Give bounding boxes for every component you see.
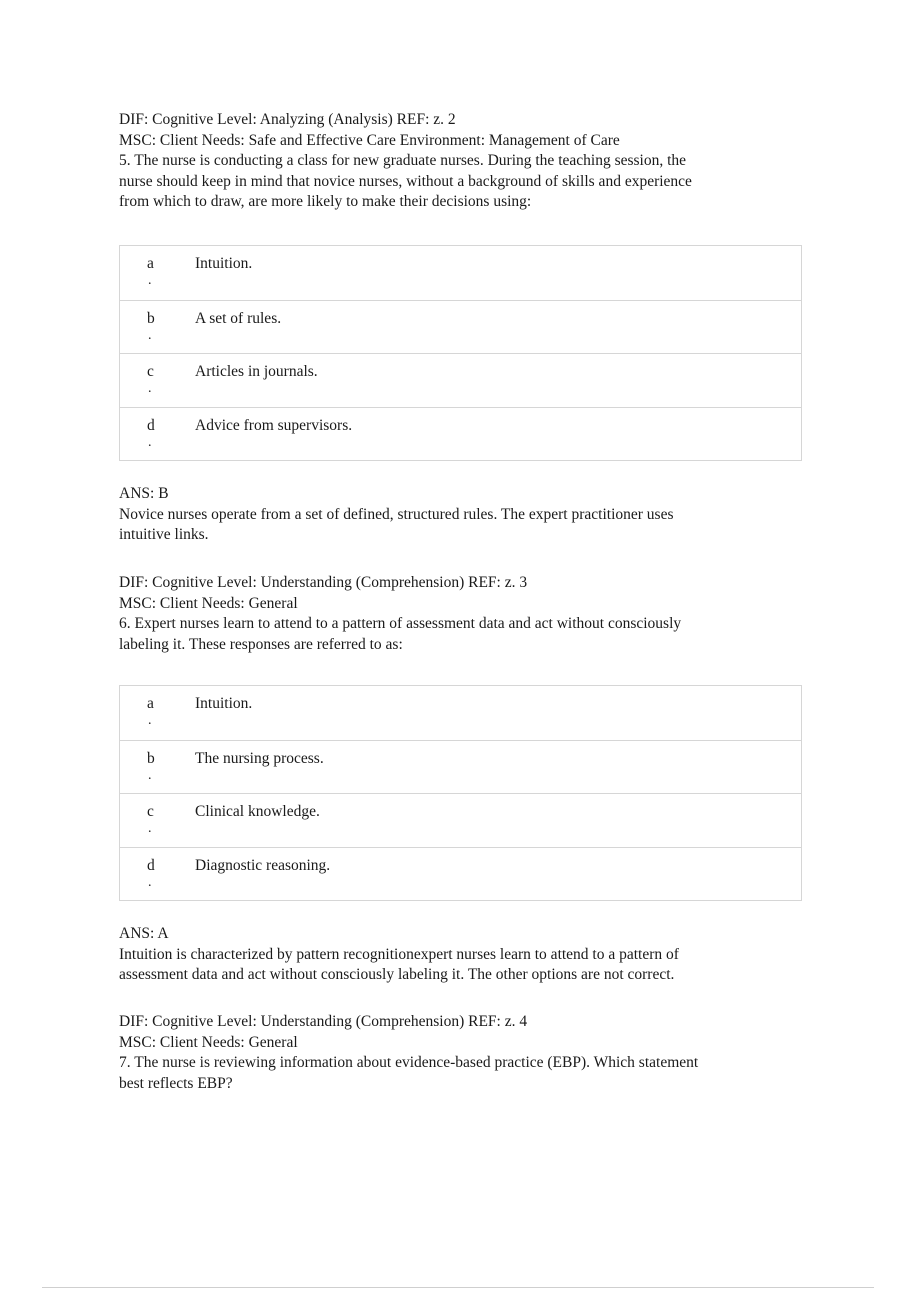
option-letter: d (147, 416, 155, 434)
option-row (120, 740, 801, 794)
option-letter: a (147, 255, 154, 272)
option-letter: b (147, 749, 155, 767)
msc-line: MSC: Client Needs: General (119, 1033, 298, 1051)
question-stem-line: 5. The nurse is conducting a class for new graduate nurses. During the teaching session, the (119, 152, 687, 169)
option-row (120, 407, 801, 461)
msc-line: MSC: Client Needs: General (119, 594, 298, 612)
q5-answer-block (119, 484, 809, 546)
option-dot: . (148, 273, 152, 288)
dif-line: DIF: Cognitive Level: Understanding (Comprehension) REF: z. 4 (119, 1013, 528, 1030)
option-dot: . (148, 327, 152, 343)
option-letter: c (147, 803, 154, 820)
option-dot: . (148, 767, 152, 783)
option-text: A set of rules. (195, 309, 282, 327)
q5-header (119, 110, 809, 213)
option-row (120, 300, 801, 354)
option-row (120, 793, 801, 847)
option-text: Diagnostic reasoning. (195, 856, 331, 874)
q6-answer-block (119, 924, 809, 986)
option-dot: . (148, 381, 152, 396)
question-stem-line: 7. The nurse is reviewing information about evidence-based practice (EBP). Which statement (119, 1054, 699, 1071)
option-dot: . (148, 434, 152, 450)
rationale-line: Novice nurses operate from a set of defined, structured rules. The expert practitioner uses (119, 505, 674, 523)
option-letter: a (147, 695, 154, 712)
question-stem-line: from which to draw, are more likely to make their decisions using: (119, 193, 532, 210)
dif-line: DIF: Cognitive Level: Analyzing (Analysis) REF: z. 2 (119, 111, 456, 128)
q6-header (119, 573, 809, 655)
option-dot: . (148, 821, 152, 836)
option-dot: . (148, 874, 152, 890)
option-row (120, 353, 801, 407)
option-text: Articles in journals. (195, 363, 318, 380)
option-text: Intuition. (195, 695, 253, 712)
page-bottom-rule (42, 1287, 874, 1288)
q6-options-table (119, 685, 802, 901)
option-dot: . (148, 713, 152, 728)
option-row (120, 246, 801, 300)
rationale-line: intuitive links. (119, 526, 209, 543)
msc-line: MSC: Client Needs: Safe and Effective Care Environment: Management of Care (119, 131, 620, 149)
option-text: Advice from supervisors. (195, 416, 353, 434)
option-letter: b (147, 309, 155, 327)
rationale-line: assessment data and act without consciously labeling it. The other options are not correct. (119, 966, 675, 983)
option-row (120, 847, 801, 901)
question-stem-line: 6. Expert nurses learn to attend to a pattern of assessment data and act without consciously (119, 615, 682, 632)
option-letter: c (147, 363, 154, 380)
option-text: The nursing process. (195, 749, 324, 767)
answer-line: ANS: B (119, 485, 169, 502)
option-text: Intuition. (195, 255, 253, 272)
dif-line: DIF: Cognitive Level: Understanding (Comprehension) REF: z. 3 (119, 574, 528, 591)
rationale-line: Intuition is characterized by pattern recognitionexpert nurses learn to attend to a pattern of (119, 945, 679, 963)
q7-header (119, 1012, 809, 1094)
answer-line: ANS: A (119, 925, 169, 942)
option-letter: d (147, 856, 155, 874)
option-row (120, 686, 801, 740)
question-stem-line: best reflects EBP? (119, 1074, 233, 1092)
option-text: Clinical knowledge. (195, 803, 320, 820)
question-stem-line: nurse should keep in mind that novice nurses, without a background of skills and experience (119, 172, 692, 190)
q5-options-table (119, 245, 802, 461)
question-stem-line: labeling it. These responses are referred to as: (119, 635, 403, 653)
